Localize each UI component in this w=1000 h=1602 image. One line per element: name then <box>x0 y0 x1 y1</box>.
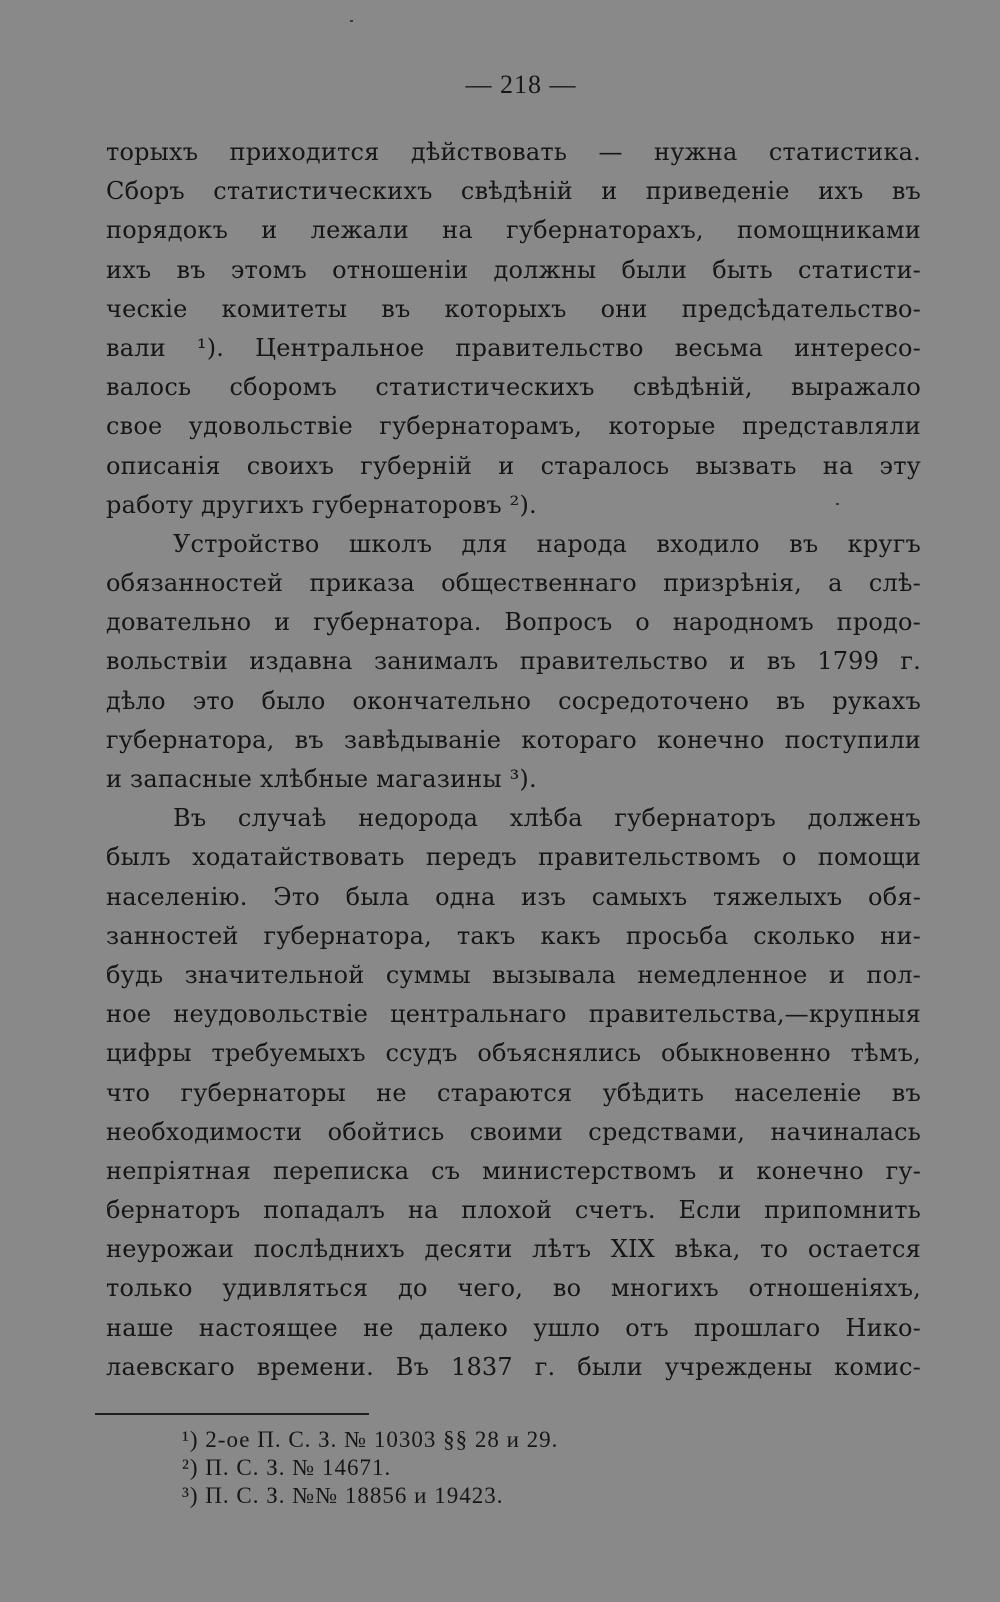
text-line: цифры требуемыхъ ссудъ объяснялись обыкновенно тѣмъ, <box>106 1039 921 1068</box>
text-line: вали ¹). Центральное правительство весьма интересо- <box>106 333 921 362</box>
text-line: вольствіи издавна занималъ правительство и въ 1799 г. <box>106 647 921 676</box>
text-line: и запасные хлѣбные магазины ³). <box>106 765 537 793</box>
text-line: непріятная переписка съ министерствомъ и конечно гу- <box>106 1156 921 1185</box>
text-line: торыхъ приходится дѣйствовать — нужна статистика. <box>106 138 921 166</box>
text-line: ческіе комитеты въ которыхъ они предсѣдательство- <box>106 294 921 323</box>
text-line: неурожаи послѣднихъ десяти лѣтъ XIX вѣка, то остается <box>106 1235 921 1264</box>
text-line: порядокъ и лежали на губернаторахъ, помощниками <box>106 216 921 245</box>
text-line: необходимости обойтись своими средствами, начиналась <box>106 1117 921 1146</box>
text-line: ихъ въ этомъ отношеніи должны были быть статисти- <box>106 255 921 284</box>
text-line: валось сборомъ статистическихъ свѣдѣній, выражало <box>106 373 921 402</box>
footnote-1: ¹) 2-ое П. С. З. № 10303 §§ 28 и 29. <box>182 1427 559 1452</box>
text-line: только удивляться до чего, во многихъ отношеніяхъ, <box>106 1274 921 1303</box>
text-line: работу другихъ губернаторовъ ²). <box>106 490 537 519</box>
text-line: наше настоящее не далеко ушло отъ прошлаго Нико- <box>106 1313 921 1342</box>
body-text <box>106 133 921 1387</box>
paragraph-start-line: Въ случаѣ недорода хлѣба губернаторъ долженъ <box>173 804 921 833</box>
text-line: Сборъ статистическихъ свѣдѣній и приведеніе ихъ въ <box>106 177 921 206</box>
text-line: что губернаторы не стараются убѣдить населеніе въ <box>106 1078 921 1107</box>
text-line: губернатора, въ завѣдываніе котораго конечно поступили <box>106 725 921 754</box>
ink-speck <box>350 20 353 22</box>
text-line: ное неудовольствіе центральнаго правительства,—крупныя <box>106 1000 921 1029</box>
text-line: свое удовольствіе губернаторамъ, которые представляли <box>106 412 921 441</box>
text-line: занностей губернатора, такъ какъ просьба сколько ни- <box>106 921 921 950</box>
text-line: обязанностей приказа общественнаго призрѣнія, а слѣ- <box>106 569 921 598</box>
text-line: описанія своихъ губерній и старалось вызвать на эту <box>106 451 921 480</box>
text-line: дѣло это было окончательно сосредоточено въ рукахъ <box>106 686 921 715</box>
text-line: лаевскаго времени. Въ 1837 г. были учреждены комис- <box>106 1352 921 1381</box>
footnotes <box>182 1426 782 1510</box>
text-line: населенію. Это была одна изъ самыхъ тяжелыхъ обя- <box>106 882 921 911</box>
footnote-divider <box>95 1413 369 1415</box>
text-line: бернаторъ попадалъ на плохой счетъ. Если припомнить <box>106 1196 921 1225</box>
paragraph-start-line: Устройство школъ для народа входило въ кругъ <box>173 529 921 558</box>
footnote-2: ²) П. С. З. № 14671. <box>182 1455 392 1480</box>
text-line: довательно и губернатора. Вопросъ о народномъ продо- <box>106 608 921 637</box>
footnote-3: ³) П. С. З. №№ 18856 и 19423. <box>182 1483 504 1508</box>
text-line: будь значительной суммы вызывала немедленное и пол- <box>106 960 921 989</box>
page-number: — 218 — <box>465 70 577 99</box>
text-line: былъ ходатайствовать передъ правительствомъ о помощи <box>106 843 921 872</box>
